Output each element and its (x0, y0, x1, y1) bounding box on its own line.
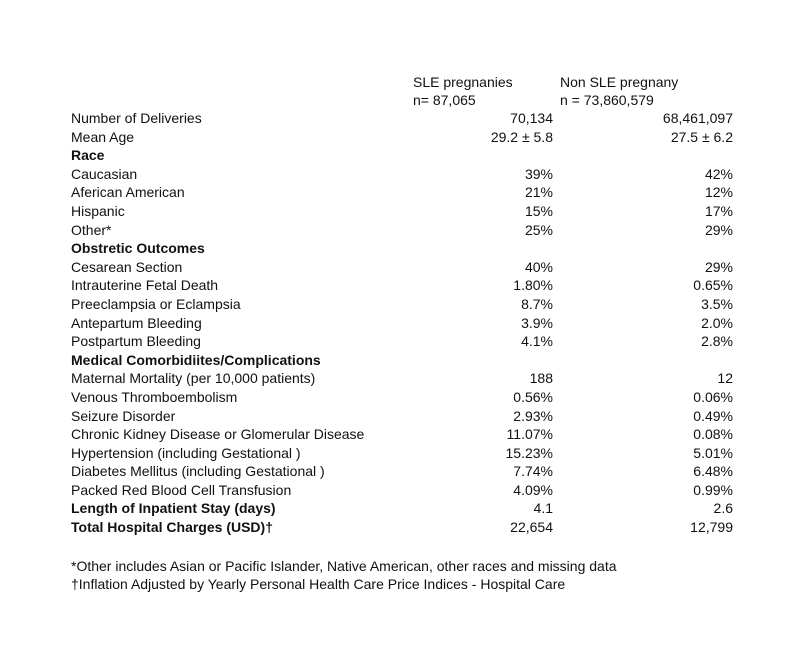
non-sle-value: 29% (704, 258, 733, 275)
data-table (71, 109, 741, 537)
row-label: Antepartum Bleeding (71, 314, 202, 331)
table-row (71, 276, 741, 295)
sle-value: 70,134 (510, 110, 553, 126)
table-row (71, 369, 741, 388)
row-label: Venous Thromboembolism (71, 388, 238, 405)
row-label: Seizure Disorder (71, 407, 176, 424)
row-label: Cesarean Section (71, 258, 183, 275)
table-row (71, 183, 741, 202)
row-label: Mean Age (71, 128, 135, 145)
sle-value: 22,654 (510, 519, 553, 536)
table-row (71, 165, 741, 184)
sle-value: 2.93% (513, 407, 553, 424)
row-label: Aferican American (71, 184, 185, 201)
column-header-sle (413, 73, 513, 109)
column-name: Non SLE pregnany (560, 74, 679, 90)
column-header-non-sle (560, 73, 678, 109)
table-row (71, 388, 741, 407)
non-sle-value: 17% (704, 202, 733, 219)
non-sle-value: 0.99% (693, 481, 733, 498)
row-label: Race (71, 147, 105, 164)
non-sle-value: 3.5% (701, 295, 733, 312)
footnote: *Other includes Asian or Pacific Islander, Native American, other races and missing data (71, 558, 617, 574)
table-row (71, 109, 741, 128)
table-row (71, 202, 741, 221)
non-sle-value: 0.08% (693, 426, 733, 443)
sle-value: 4.1% (521, 333, 553, 350)
sle-value: 15% (524, 202, 553, 219)
table-row (71, 221, 741, 240)
row-label: Hypertension (including Gestational ) (71, 444, 301, 461)
non-sle-value: 12,799 (690, 519, 733, 536)
sle-value: 1.80% (513, 277, 553, 294)
sle-value: 15.23% (505, 444, 553, 461)
non-sle-value: 2.6 (713, 500, 733, 517)
row-label: Intrauterine Fetal Death (71, 277, 219, 294)
row-label: Diabetes Mellitus (including Gestational ) (71, 463, 325, 480)
sle-value: 25% (524, 221, 553, 238)
sle-value: 4.1 (533, 500, 553, 517)
row-label: Hispanic (71, 202, 125, 219)
table-row (71, 462, 741, 481)
non-sle-value: 42% (704, 165, 733, 182)
row-label: Other* (71, 221, 112, 238)
row-label: Medical Comorbidiites/Complications (71, 351, 321, 368)
sle-value: 7.74% (513, 463, 553, 480)
sle-value: 29.2 ± 5.8 (490, 128, 553, 145)
sle-value: 3.9% (521, 314, 553, 331)
non-sle-value: 12 (717, 370, 733, 387)
row-label: Number of Deliveries (71, 110, 202, 126)
table-row (71, 518, 741, 537)
sle-value: 21% (524, 184, 553, 201)
row-label: Maternal Mortality (per 10,000 patients) (71, 370, 316, 387)
sle-value: 40% (524, 258, 553, 275)
sle-value: 39% (524, 165, 553, 182)
non-sle-value: 6.48% (693, 463, 733, 480)
column-name: SLE pregnanies (413, 74, 513, 90)
table-row (71, 258, 741, 277)
non-sle-value: 68,461,097 (662, 110, 733, 126)
table-row (71, 314, 741, 333)
section-header-row (71, 239, 741, 258)
sle-value: 0.56% (513, 388, 553, 405)
sle-value: 188 (529, 370, 553, 387)
row-label: Total Hospital Charges (USD)† (71, 519, 273, 536)
table-row (71, 499, 741, 518)
sle-value: 11.07% (506, 426, 553, 443)
row-label: Preeclampsia or Eclampsia (71, 295, 241, 312)
section-header-row (71, 146, 741, 165)
column-n: n= 87,065 (413, 92, 476, 108)
column-n: n = 73,860,579 (560, 92, 654, 108)
sle-value: 4.09% (513, 481, 553, 498)
table-row (71, 407, 741, 426)
non-sle-value: 2.0% (701, 314, 733, 331)
non-sle-value: 12% (704, 184, 733, 201)
row-label: Caucasian (71, 165, 138, 182)
non-sle-value: 0.65% (693, 277, 733, 294)
section-header-row (71, 351, 741, 370)
table-row (71, 332, 741, 351)
footnotes (71, 557, 617, 593)
footnote: †Inflation Adjusted by Yearly Personal Health Care Price Indices - Hospital Care (71, 576, 566, 592)
row-label: Chronic Kidney Disease or Glomerular Disease (71, 426, 365, 443)
row-label: Length of Inpatient Stay (days) (71, 500, 276, 517)
sle-value: 8.7% (521, 295, 553, 312)
row-label: Postpartum Bleeding (71, 333, 201, 350)
non-sle-value: 5.01% (693, 444, 733, 461)
table-row (71, 295, 741, 314)
row-label: Packed Red Blood Cell Transfusion (71, 481, 292, 498)
non-sle-value: 0.49% (693, 407, 733, 424)
non-sle-value: 2.8% (701, 333, 733, 350)
table-row (71, 425, 741, 444)
table-row (71, 128, 741, 147)
non-sle-value: 27.5 ± 6.2 (670, 128, 733, 145)
non-sle-value: 29% (704, 221, 733, 238)
non-sle-value: 0.06% (693, 388, 733, 405)
row-label: Obstretic Outcomes (71, 240, 205, 257)
table-row (71, 444, 741, 463)
table-row (71, 481, 741, 500)
